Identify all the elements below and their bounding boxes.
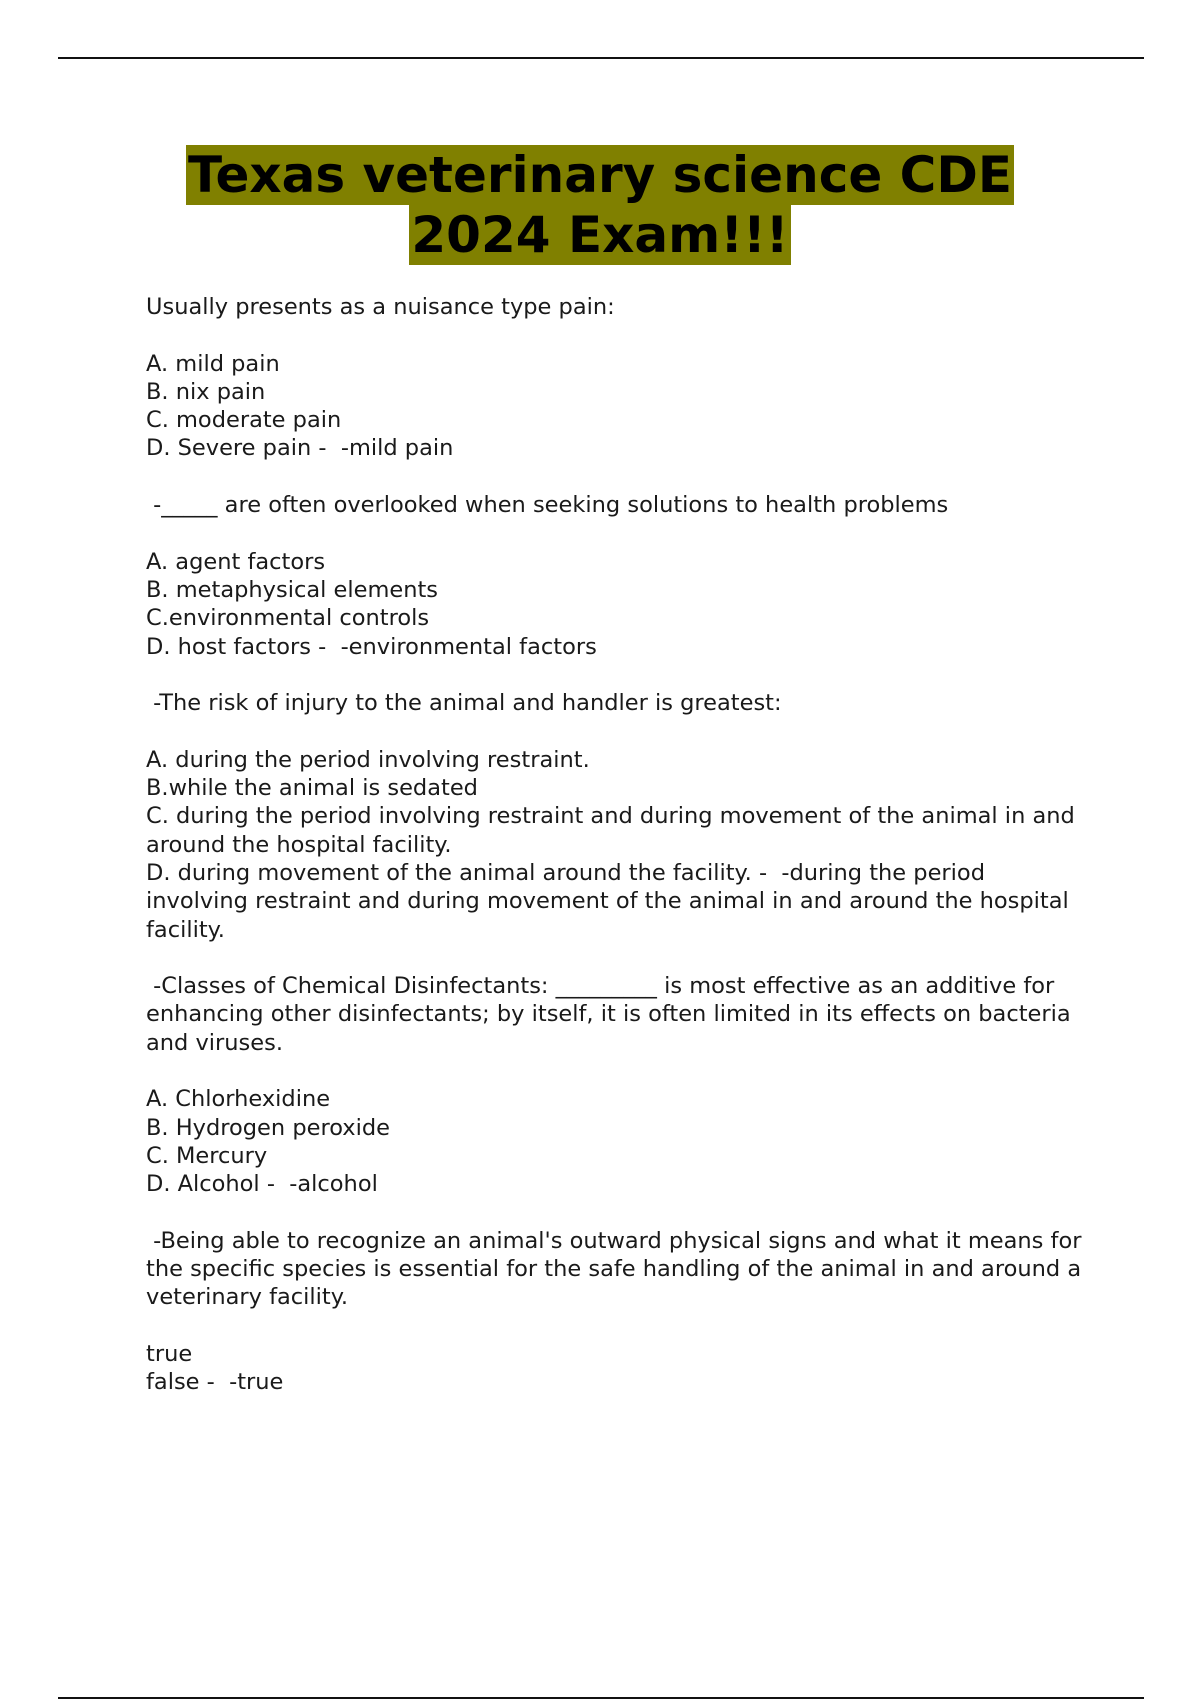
question-list xyxy=(146,293,1089,1425)
title-line-2: 2024 Exam!!! xyxy=(411,206,789,264)
option: C. during the period involving restraint and during movement of the animal in and around the hospital facility. xyxy=(146,803,1082,858)
option: D. Severe pain - -mild pain xyxy=(146,435,454,462)
option: B. Hydrogen peroxide xyxy=(146,1114,390,1141)
option: A. Chlorhexidine xyxy=(146,1086,331,1113)
option: C. Mercury xyxy=(146,1142,268,1169)
question-options xyxy=(146,548,1086,661)
bottom-rule xyxy=(58,1697,1144,1699)
question-prompt: -The risk of injury to the animal and handler is greatest: xyxy=(146,690,782,717)
option: A. agent factors xyxy=(146,548,326,575)
option: D. during movement of the animal around the facility. - -during the period involving restraint and during movement of the animal in and around the hospital facility. xyxy=(146,859,1076,943)
page-title xyxy=(0,145,1200,265)
question-options xyxy=(146,1340,1086,1397)
option: C. moderate pain xyxy=(146,407,342,434)
question-options xyxy=(146,1085,1086,1198)
question-prompt: -_____ are often overlooked when seeking solutions to health problems xyxy=(146,492,949,519)
option: D. Alcohol - -alcohol xyxy=(146,1171,378,1198)
option: D. host factors - -environmental factors xyxy=(146,633,597,660)
option: A. during the period involving restraint. xyxy=(146,746,590,773)
question-prompt: -Being able to recognize an animal's outward physical signs and what it means for the specific species is essential for the safe handling of the animal in and around a veterinary facility. xyxy=(146,1227,1089,1311)
option: true xyxy=(146,1340,193,1367)
option: B. nix pain xyxy=(146,378,266,405)
question-options xyxy=(146,350,1086,463)
question-options xyxy=(146,746,1086,944)
question-prompt: Usually presents as a nuisance type pain: xyxy=(146,294,615,320)
top-rule xyxy=(58,57,1144,59)
title-line-1: Texas veterinary science CDE xyxy=(188,146,1012,204)
option: B.while the animal is sedated xyxy=(146,775,478,802)
question-prompt: -Classes of Chemical Disinfectants: _________ is most effective as an additive for enhancing other disinfectants; by itself, it is often limited in its effects on bacteria and viruses. xyxy=(146,973,1078,1056)
option: C.environmental controls xyxy=(146,605,430,632)
option: false - -true xyxy=(146,1369,284,1396)
option: A. mild pain xyxy=(146,350,280,377)
option: B. metaphysical elements xyxy=(146,576,439,603)
